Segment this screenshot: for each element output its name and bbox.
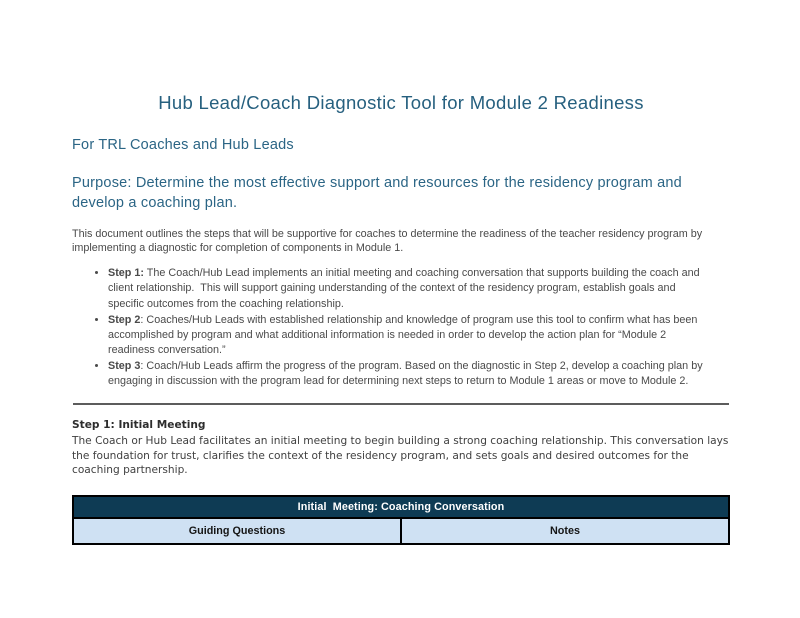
section-paragraph: The Coach or Hub Lead facilitates an initial meeting to begin building a strong coaching relationship. This conversation lays the foundation for trust, clarifies the context of the residency program, and sets goals and desired outcomes for the coaching partnership. xyxy=(72,435,729,477)
intro-paragraph: This document outlines the steps that will be supportive for coaches to determine the readiness of the teacher residency program by implementing a diagnostic for completion of components in Module 1. xyxy=(72,227,703,254)
purpose-statement: Purpose: Determine the most effective support and resources for the residency program and develop a coaching plan. xyxy=(72,175,682,212)
step-1-label: Step 1: xyxy=(108,267,144,280)
section-divider xyxy=(73,403,729,405)
step-item-1 xyxy=(108,266,712,311)
table-header-row xyxy=(73,518,729,544)
section-heading: Step 1: Initial Meeting xyxy=(72,419,206,432)
document-title: Hub Lead/Coach Diagnostic Tool for Module 2 Readiness xyxy=(158,92,644,113)
step-2-label: Step 2 xyxy=(108,313,141,326)
step-3-label: Step 3 xyxy=(108,359,141,372)
step-1-text: The Coach/Hub Lead implements an initial meeting and coaching conversation that supports building the coach and client relationship. This will support gaining understanding of the context of the residency program, establish goals and specific outcomes from the coaching relationship. xyxy=(108,267,703,310)
coaching-conversation-table xyxy=(72,495,730,545)
steps-list xyxy=(72,266,712,389)
table-title-row xyxy=(73,496,729,518)
table-title-cell: Initial Meeting: Coaching Conversation xyxy=(73,496,729,518)
step-2-text: : Coaches/Hub Leads with established relationship and knowledge of program use this tool to confirm what has been accomplished by program and what additional information is needed in order to develop the action plan for “Module 2 readiness conversation.” xyxy=(108,313,701,356)
column-header-notes: Notes xyxy=(401,518,729,544)
step-item-3 xyxy=(108,359,712,389)
document-content xyxy=(72,0,730,545)
step-item-2 xyxy=(108,313,712,358)
audience-line: For TRL Coaches and Hub Leads xyxy=(72,137,294,153)
column-header-guiding-questions: Guiding Questions xyxy=(73,518,401,544)
step-3-text: : Coach/Hub Leads affirm the progress of the program. Based on the diagnostic in Step 2, develop a coaching plan by engaging in discussion with the program lead for determining next steps to return to Module 1 areas or move to Module 2. xyxy=(108,359,706,388)
